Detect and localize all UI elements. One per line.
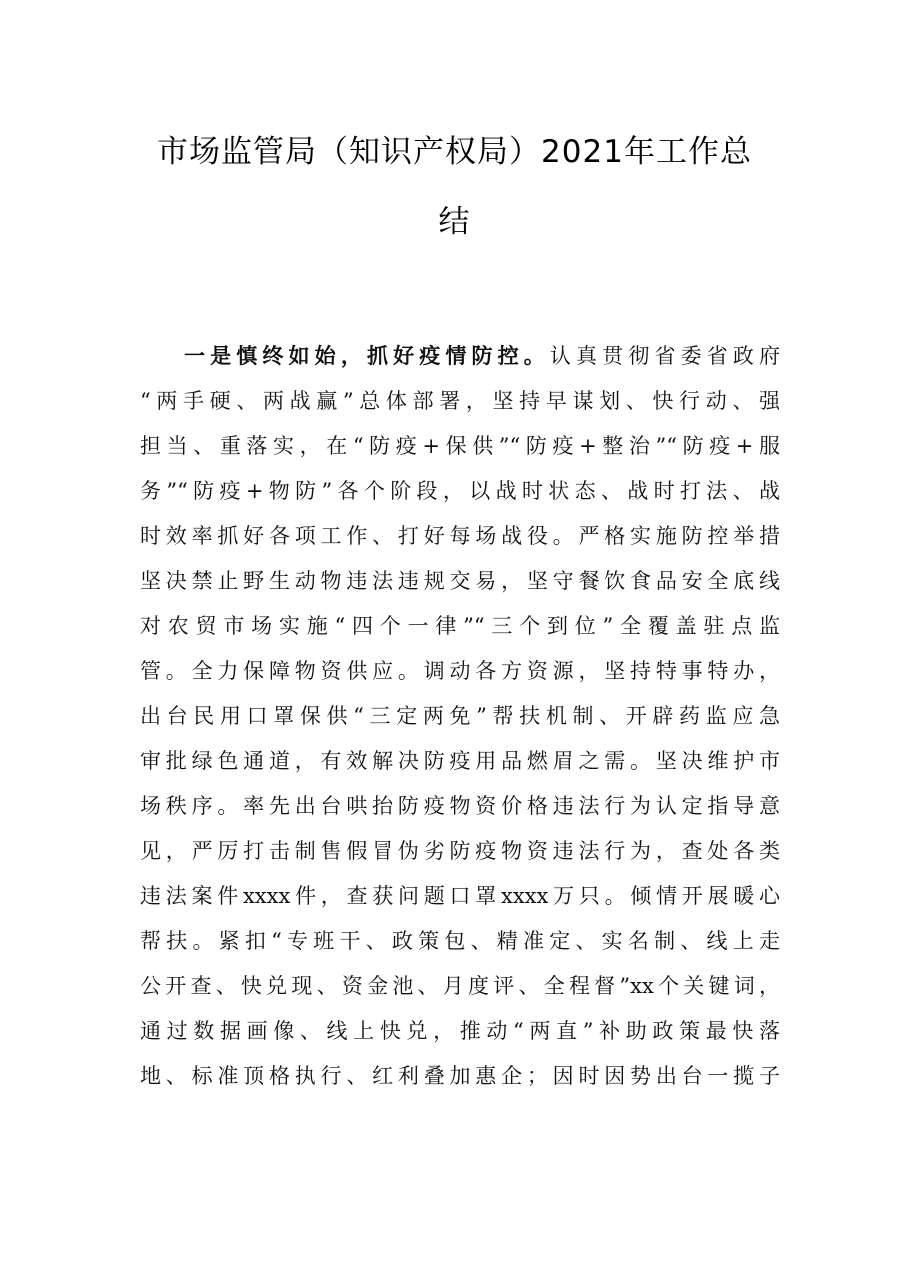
- body-line: 担当、重落实，在“防疫+保供”“防疫+整治”“防疫+服: [140, 434, 780, 458]
- body-line: 公开查、快兑现、资金池、月度评、全程督”xx个关键词，: [140, 974, 780, 998]
- body-line: 出台民用口罩保供“三定两免”帮扶机制、开辟药监应急: [140, 704, 780, 728]
- body-line: 务”“防疫+物防”各个阶段，以战时状态、战时打法、战: [140, 479, 780, 503]
- body-line-text: 认真贯彻省委省政府: [549, 344, 781, 368]
- body-line: “两手硬、两战赢”总体部署，坚持早谋划、快行动、强: [140, 389, 780, 413]
- body-line: 场秩序。率先出台哄抬防疫物资价格违法行为认定指导意: [140, 794, 780, 818]
- body-line: 管。全力保障物资供应。调动各方资源，坚持特事特办，: [140, 659, 780, 683]
- body-line: 时效率抓好各项工作、打好每场战役。严格实施防控举措: [140, 524, 780, 548]
- body-line: 通过数据画像、线上快兑，推动“两直”补助政策最快落: [140, 1019, 780, 1043]
- body-line: [140, 334, 780, 379]
- document-title-line-1: 市场监管局（知识产权局）2021年工作总: [157, 134, 752, 170]
- body-line: 对农贸市场实施“四个一律”“三个到位”全覆盖驻点监: [140, 614, 780, 638]
- document-body: [140, 334, 780, 1099]
- body-line: 审批绿色通道，有效解决防疫用品燃眉之需。坚决维护市: [140, 749, 780, 773]
- body-line: 地、标准顶格执行、红利叠加惠企；因时因势出台一揽子: [140, 1064, 780, 1088]
- paragraph-lead-heading: 一是慎终如始，抓好疫情防控。: [184, 344, 550, 368]
- body-line: 坚决禁止野生动物违法违规交易，坚守餐饮食品安全底线: [140, 569, 780, 593]
- body-line: 帮扶。紧扣“专班干、政策包、精准定、实名制、线上走: [140, 929, 780, 953]
- document-title-line-2: 结: [438, 204, 471, 240]
- body-line: 见，严厉打击制售假冒伪劣防疫物资违法行为，查处各类: [140, 839, 780, 863]
- body-line: 违法案件xxxx件，查获问题口罩xxxx万只。倾情开展暖心: [140, 884, 780, 908]
